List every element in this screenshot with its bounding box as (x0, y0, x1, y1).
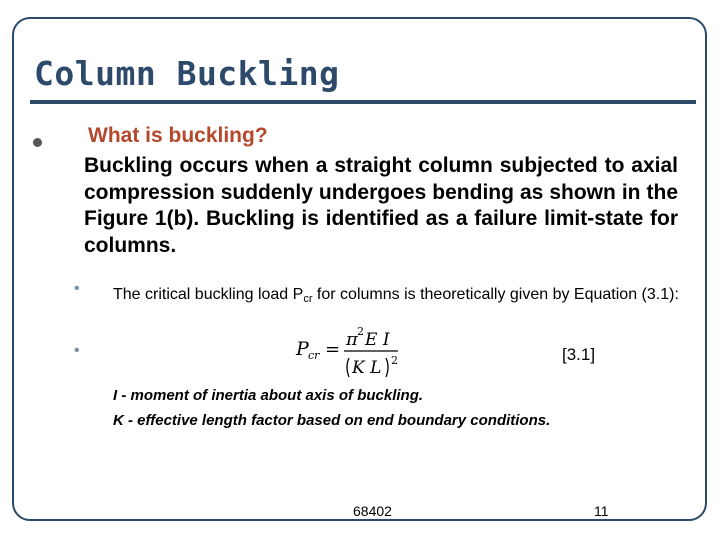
formula-equals: = (325, 339, 341, 360)
formula-numerator: E I (365, 330, 390, 350)
formula-left-paren (347, 358, 349, 377)
critical-load-prefix: The critical buckling load P (113, 286, 304, 303)
formula-denominator: K L (352, 358, 382, 378)
formula-right-paren (386, 358, 388, 377)
formula-p-symbol: P (296, 338, 309, 360)
critical-load-suffix: for columns is theoretically given by Equation (3.1): (312, 286, 679, 303)
formula-denominator-exponent: 2 (391, 354, 398, 367)
formula-p-subscript: cr (308, 349, 320, 362)
slide-title: Column Buckling (34, 54, 340, 93)
footer-id: 68402 (353, 503, 392, 519)
formula-pi: π (346, 329, 358, 350)
bullet-dot-icon (33, 138, 42, 147)
equation-reference: [3.1] (562, 345, 596, 364)
critical-load-formula (294, 322, 414, 382)
critical-load-subscript: cr (303, 293, 313, 305)
page-number: 11 (594, 503, 609, 519)
sub-bullet-icon: • (74, 342, 80, 359)
sub-bullet-icon: • (74, 280, 80, 297)
definition-effective-length: K - effective length factor based on end boundary conditions. (113, 412, 551, 429)
question-heading: What is buckling? (88, 124, 268, 147)
title-underline (30, 100, 696, 104)
formula-pi-exponent: 2 (357, 325, 364, 338)
buckling-definition-paragraph: Buckling occurs when a straight column subjected to axial compression suddenly undergoes bending as shown in the Figure 1(b). Buckling is identified as a failure limit-state for columns. (84, 154, 678, 257)
definition-moment-of-inertia: I - moment of inertia about axis of buckling. (113, 387, 424, 404)
critical-load-text (113, 283, 688, 311)
